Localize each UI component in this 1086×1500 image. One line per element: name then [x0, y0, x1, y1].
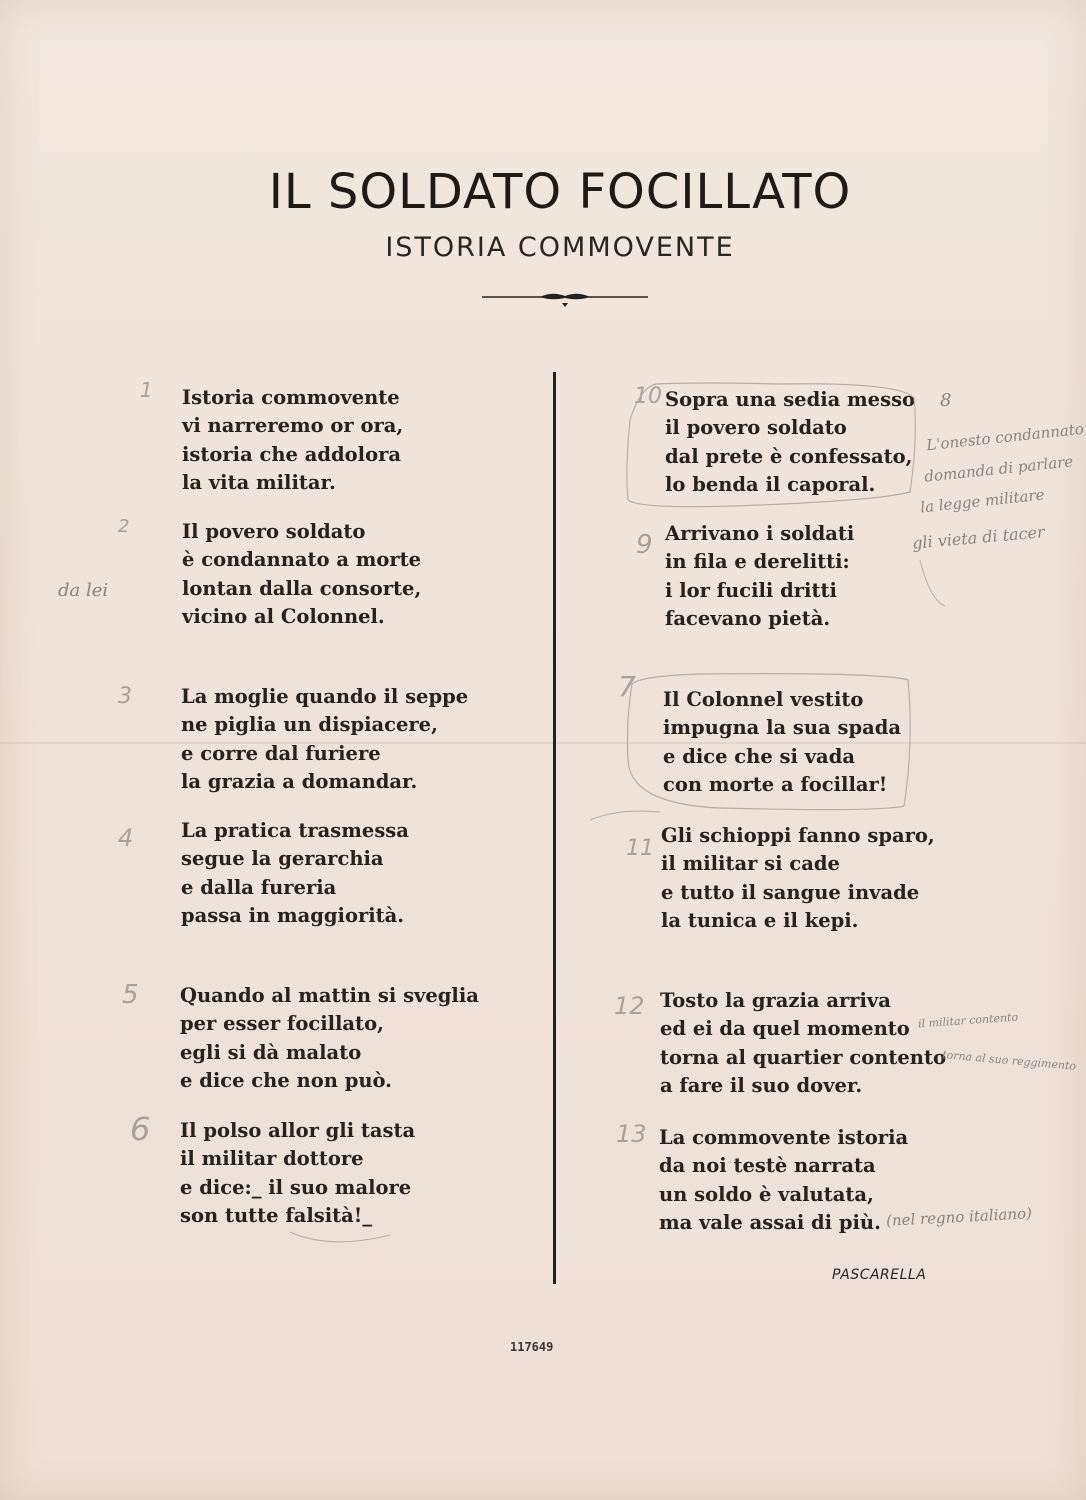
- verse-line: e dice che si vada: [663, 744, 855, 768]
- stanza-3: [181, 683, 468, 796]
- verse-line: per esser focillato,: [180, 1012, 384, 1036]
- verse-line: la vita militar.: [182, 470, 336, 494]
- verse-line: facevano pietà.: [665, 606, 831, 630]
- stanza-number: 7: [618, 670, 636, 703]
- stanza-6: [180, 1117, 415, 1230]
- verse-line: vicino al Colonnel.: [182, 604, 385, 628]
- stanza-9: [665, 520, 854, 633]
- verse-line: Quando al mattin si sveglia: [180, 984, 479, 1007]
- verse-line: La commovente istoria: [659, 1126, 909, 1149]
- verse-line: impugna la sua spada: [663, 716, 902, 740]
- verse-line: la tunica e il kepi.: [661, 908, 859, 932]
- verse-line: Il povero soldato: [182, 520, 366, 543]
- verse-line: e tutto il sangue invade: [661, 880, 920, 904]
- verse-line: passa in maggiorità.: [181, 903, 405, 927]
- stanza-7: [663, 686, 901, 799]
- stanza-number: 11: [626, 836, 654, 861]
- verse-line: il militar si cade: [661, 852, 840, 876]
- verse-line: ma vale assai di più.: [659, 1210, 881, 1234]
- stanza-1: [182, 384, 403, 497]
- stanza-number: 2: [118, 516, 130, 537]
- stanza-13: [659, 1124, 908, 1237]
- stanza-11: [661, 822, 935, 935]
- verse-line: son tutte falsità!_: [180, 1203, 373, 1227]
- verse-line: Sopra una sedia messo: [665, 388, 916, 411]
- verse-line: lontan dalla consorte,: [182, 576, 422, 600]
- verse-line: dal prete è confessato,: [665, 444, 913, 468]
- verse-line: il militar dottore: [180, 1147, 364, 1171]
- verse-line: il povero soldato: [665, 416, 847, 440]
- stanza-4: [181, 817, 409, 930]
- verse-line: istoria che addolora: [182, 442, 401, 466]
- verse-line: Arrivano i soldati: [665, 522, 855, 545]
- margin-note: (nel regno italiano): [885, 1204, 1033, 1230]
- stanza-number: 6: [130, 1110, 151, 1148]
- verse-line: e corre dal furiere: [181, 741, 381, 765]
- page-title: IL SOLDATO FOCILLATO: [268, 164, 852, 220]
- verse-line: vi narreremo or ora,: [182, 414, 404, 438]
- verse-line: Il polso allor gli tasta: [180, 1119, 416, 1142]
- stanza-number: 1: [140, 378, 153, 402]
- verse-line: e dice che non può.: [180, 1068, 392, 1092]
- verse-line: e dice:_ il suo malore: [180, 1175, 412, 1199]
- verse-line: lo benda il caporal.: [665, 472, 876, 496]
- verse-line: Il Colonnel vestito: [663, 688, 864, 711]
- catalog-number: 117649: [510, 1340, 554, 1354]
- stanza-10: [665, 386, 915, 499]
- verse-line: con morte a focillar!: [663, 772, 888, 796]
- verse-line: Istoria commovente: [182, 386, 400, 409]
- stanza-2: [182, 518, 421, 631]
- stanza-12: [660, 987, 946, 1100]
- column-divider: [553, 372, 556, 1284]
- margin-note: da lei: [58, 580, 109, 601]
- verse-line: La moglie quando il seppe: [181, 685, 469, 708]
- verse-line: i lor fucili dritti: [665, 578, 837, 602]
- stanza-number: 12: [614, 992, 645, 1020]
- stanza-number: 5: [122, 980, 139, 1010]
- verse-line: torna al quartier contento: [660, 1045, 946, 1069]
- verse-line: segue la gerarchia: [181, 847, 384, 871]
- title-ornament: [482, 288, 648, 310]
- author-signature: PASCARELLA: [832, 1267, 927, 1283]
- margin-note: L'onesto condannato: [925, 419, 1085, 455]
- verse-line: ne piglia un dispiacere,: [181, 713, 438, 737]
- verse-line: a fare il suo dover.: [660, 1073, 863, 1097]
- verse-line: ed ei da quel momento: [660, 1017, 910, 1041]
- verse-line: egli si dà malato: [180, 1040, 362, 1064]
- verse-line: la grazia a domandar.: [181, 769, 418, 793]
- verse-line: Tosto la grazia arriva: [660, 989, 891, 1012]
- page-subtitle: ISTORIA COMMOVENTE: [385, 232, 735, 263]
- verse-line: e dalla fureria: [181, 875, 337, 899]
- margin-note: torna al suo reggimento: [941, 1048, 1077, 1073]
- margin-note: il militar contento: [917, 1010, 1019, 1031]
- margin-note-number: 8: [940, 390, 952, 411]
- margin-note: la legge militare: [919, 485, 1046, 517]
- verse-line: La pratica trasmessa: [181, 819, 409, 842]
- verse-line: un soldo è valutata,: [659, 1182, 874, 1206]
- paper-fold: [0, 742, 1086, 744]
- verse-line: da noi testè narrata: [659, 1154, 876, 1178]
- margin-note: domanda di parlare: [923, 452, 1074, 486]
- stanza-number: 13: [616, 1120, 647, 1148]
- stanza-number: 10: [634, 384, 662, 409]
- stanza-number: 4: [118, 824, 134, 852]
- stanza-5: [180, 982, 479, 1095]
- margin-note: gli vieta di tacer: [911, 522, 1046, 553]
- stanza-number: 9: [636, 530, 653, 560]
- verse-line: è condannato a morte: [182, 548, 422, 572]
- stanza-number: 3: [118, 684, 132, 709]
- verse-line: in fila e derelitti:: [665, 550, 850, 574]
- verse-line: Gli schioppi fanno sparo,: [661, 824, 935, 847]
